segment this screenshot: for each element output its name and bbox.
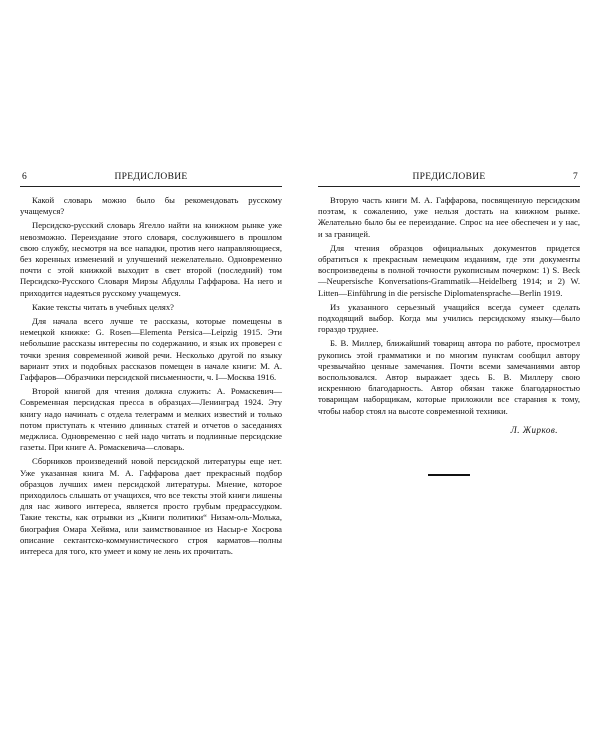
left-paragraph-4: Для начала всего лучше те рассказы, которые помещены в немецкой книжке: G. Rosen—Elementa Persica—Leipzig 1915. Эти небольшие рассказы интересны по содержанию, и язык их проверен с точки зрения современной живой речи. Несколько другой по языку вариант этих и подобных рассказов помещен в начале книги: М. А. Гаффаров—Образчики персидской письменности, ч. I—Москва 1916. <box>20 316 282 383</box>
right-page-header <box>318 170 580 187</box>
left-paragraph-2: Персидско-русский словарь Ягелло найти на книжном рынке уже невозможно. Переиздание этого словаря, сослужившего в прошлом свою службу, несмотря на все нападки, против него направляющиеся, без коренных изменений и улучшений нежелательно. Одновременно почти с этой книжкой выходит в свет второй (последний) том Персидско-Русского Словаря Мирзы Абдуллы Гаффарова. На него и приходится надеяться русскому учащемуся. <box>20 220 282 298</box>
right-page-body <box>318 195 580 476</box>
author-signature: Л. Жирков. <box>510 424 558 435</box>
right-paragraph-1: Вторую часть книги М. А. Гаффарова, посвященную персидским поэтам, к сожалению, уже нельзя достать на книжном рынке. Желательно было бы ее переиздание. Спрос на нее обеспечен и у нас, и за границей. <box>318 195 580 239</box>
end-rule <box>428 474 470 476</box>
left-page-header <box>20 170 282 187</box>
left-paragraph-3: Какие тексты читать в учебных целях? <box>32 301 174 312</box>
right-paragraph-3: Из указанного серьезный учащийся всегда сумеет сделать подходящий выбор. Когда мы учились персидскому языку—было гораздо труднее. <box>318 301 580 335</box>
left-page-number: 6 <box>22 172 28 182</box>
right-paragraph-2: Для чтения образцов официальных документов придется обратиться к прекрасным немецким изданиям, где эти документы воспроизведены в полной точности рукописным почерком: 1) S. Beck—Neupersische Konversations-Grammatik—Heidelberg 1914; и 2) W. Litten—Einführung in die persische Diplomatensprache—Berlin 1919. <box>318 242 580 298</box>
left-paragraph-5: Второй книгой для чтения должна служить: А. Ромаскевич—Современная персидская пресса в образцах—Ленинград 1924. Эту книгу надо начинать с отдела телеграмм и мелких известий и только потом приступать к чтению длинных статей и отчетов о заседаниях меджлиса. Одновременно с ней надо читать и подлинные персидские газеты. При книге А. Ромаскевича—словарь. <box>20 386 282 453</box>
left-page <box>20 170 282 560</box>
left-page-running-title: ПРЕДИСЛОВИЕ <box>114 172 188 182</box>
right-paragraph-4: Б. В. Миллер, ближайший товарищ автора по работе, просмотрел рукопись этой грамматики и по многим пунктам сообщил автору чрезвычайно ценные замечания. Почти всеми замечаниями автор воспользовался. Автор выражает здесь Б. В. Миллеру свою искреннюю благодарность. Автор обязан также благодарностью товарищам наборщикам, которые приложили все старания к тому, чтобы набор стоял на высоте современной техники. <box>318 338 580 416</box>
left-paragraph-1: Какой словарь можно было бы рекомендовать русскому учащемуся? <box>20 195 282 217</box>
left-page-body <box>20 195 282 557</box>
right-page-number: 7 <box>572 172 578 182</box>
left-paragraph-6: Сборников произведений новой персидской литературы еще нет. Уже указанная книга М. А. Гаффарова дает прекрасный подбор образцов лучших имен персидской литературы. Мнение, которое приходилось слышать от учащихся, что все тексты этой книги лишены для нас живого интереса, является просто грубым предрассудком. Такие тексты, как отрывки из „Книги политики“ Низам-оль-Молька, биография Омара Хейяма, или заимствованное из Насыр-е Хосрова описание сектантско-коммунистического строя карматов—полны интереса для того, кто умеет и кому не лень их прочитать. <box>20 456 282 557</box>
right-page <box>318 170 580 476</box>
right-page-running-title: ПРЕДИСЛОВИЕ <box>412 172 486 182</box>
